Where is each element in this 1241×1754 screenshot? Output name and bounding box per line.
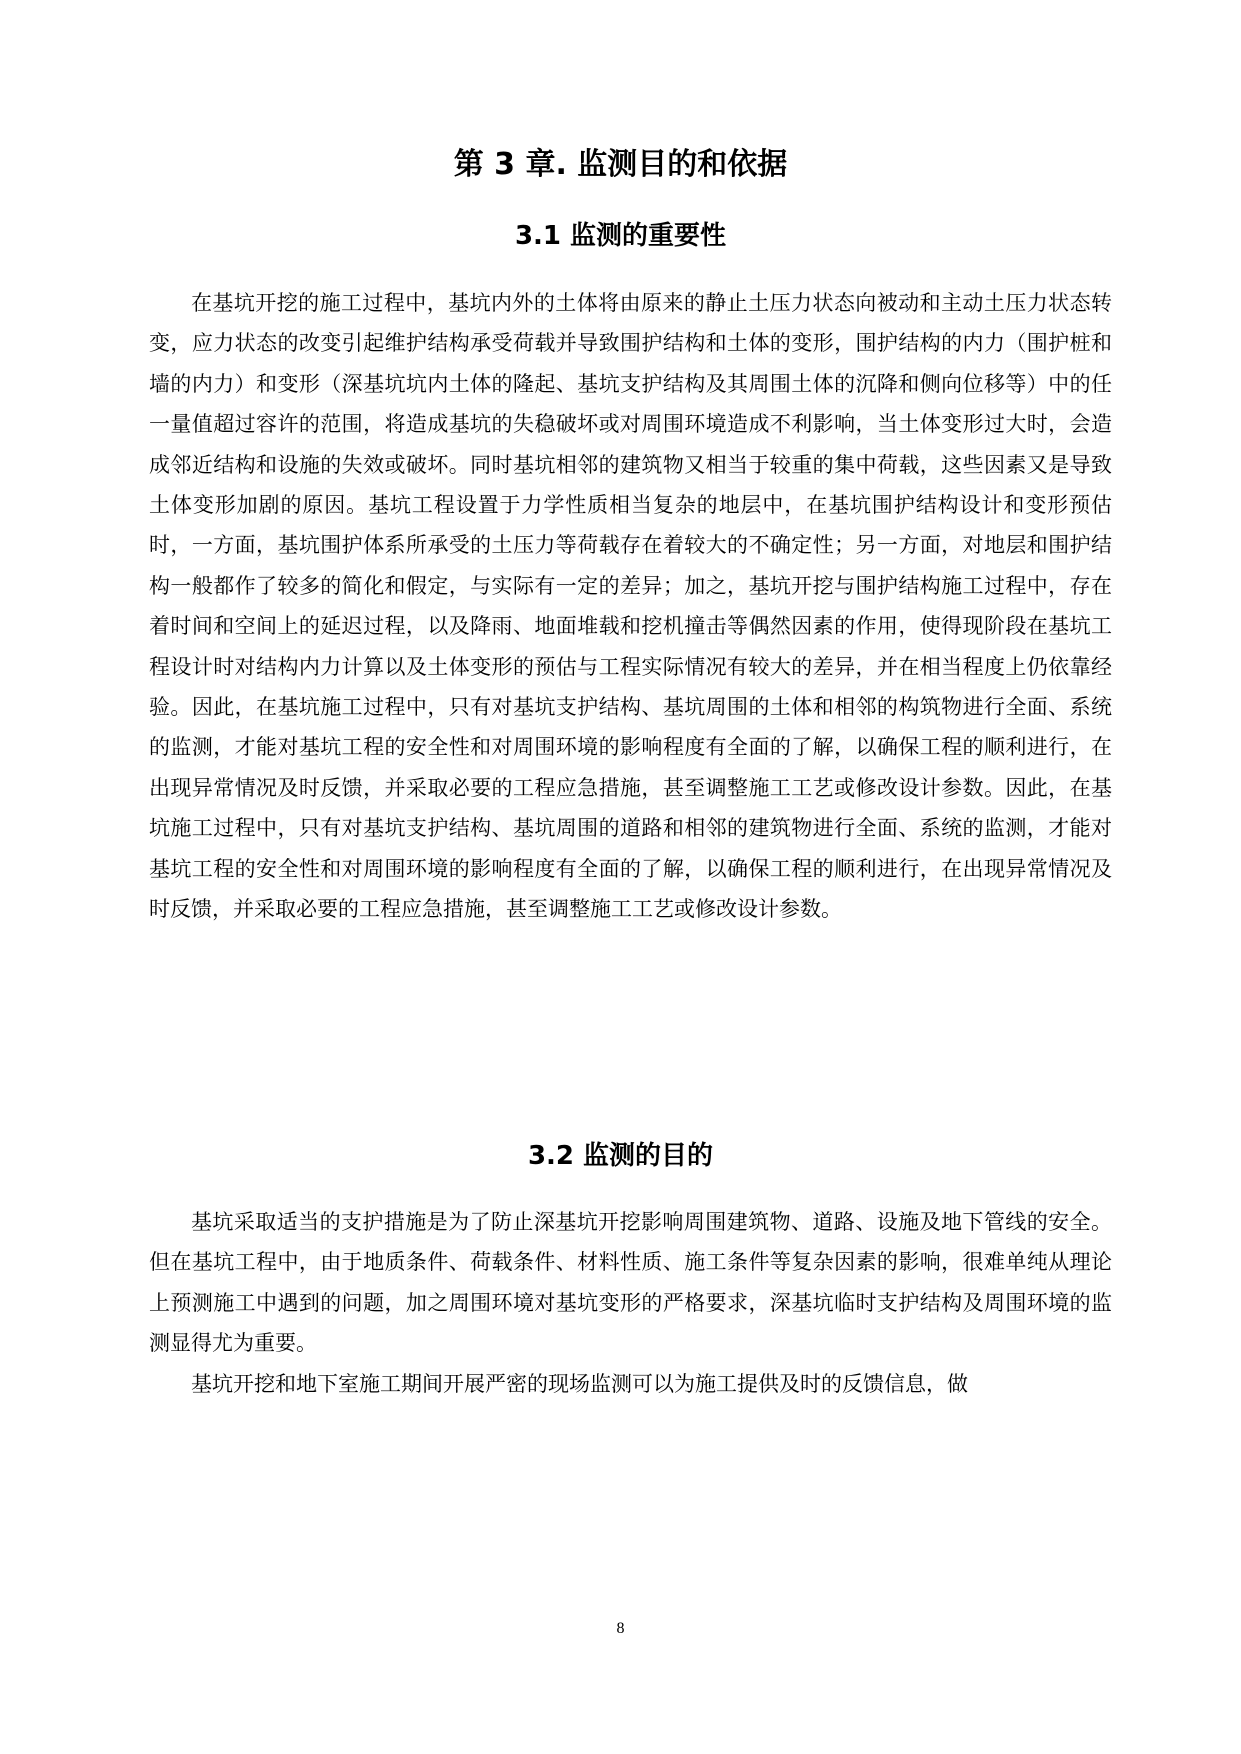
chapter-title: 第 3 章. 监测目的和依据 [453, 147, 788, 182]
section-3-2-body [149, 1202, 1112, 1404]
section-title-3-1: 3.1 监测的重要性 [514, 221, 727, 251]
section-title-3-2: 3.2 监测的目的 [527, 1141, 714, 1171]
section-3-1-body [149, 283, 1112, 930]
page-number: 8 [616, 1620, 625, 1637]
paragraph: 基坑采取适当的支护措施是为了防止深基坑开挖影响周围建筑物、道路、设施及地下管线的安全。但在基坑工程中，由于地质条件、荷载条件、材料性质、施工条件等复杂因素的影响，很难单纯从理论上预测施工中遇到的问题，加之周围环境对基坑变形的严格要求，深基坑临时支护结构及周围环境的监测显得尤为重要。 [149, 1210, 1112, 1356]
paragraph: 基坑开挖和地下室施工期间开展严密的现场监测可以为施工提供及时的反馈信息，做 [191, 1371, 968, 1396]
paragraph: 在基坑开挖的施工过程中，基坑内外的土体将由原来的静止土压力状态向被动和主动土压力状态转变，应力状态的改变引起维护结构承受荷载并导致围护结构和土体的变形，围护结构的内力（围护桩和墙的内力）和变形（深基坑坑内土体的隆起、基坑支护结构及其周围土体的沉降和侧向位移等）中的任一量值超过容许的范围，将造成基坑的失稳破坏或对周围环境造成不利影响，当土体变形过大时，会造成邻近结构和设施的失效或破坏。同时基坑相邻的建筑物又相当于较重的集中荷载，这些因素又是导致土体变形加剧的原因。基坑工程设置于力学性质相当复杂的地层中，在基坑围护结构设计和变形预估时，一方面，基坑围护体系所承受的土压力等荷载存在着较大的不确定性；另一方面，对地层和围护结构一般都作了较多的简化和假定，与实际有一定的差异；加之，基坑开挖与围护结构施工过程中，存在着时间和空间上的延迟过程，以及降雨、地面堆载和挖机撞击等偶然因素的作用，使得现阶段在基坑工程设计时对结构内力计算以及土体变形的预估与工程实际情况有较大的差异，并在相当程度上仍依靠经验。因此，在基坑施工过程中，只有对基坑支护结构、基坑周围的土体和相邻的构筑物进行全面、系统的监测，才能对基坑工程的安全性和对周围环境的影响程度有全面的了解，以确保工程的顺利进行，在出现异常情况及时反馈，并采取必要的工程应急措施，甚至调整施工工艺或修改设计参数。因此，在基坑施工过程中，只有对基坑支护结构、基坑周围的道路和相邻的建筑物进行全面、系统的监测，才能对基坑工程的安全性和对周围环境的影响程度有全面的了解，以确保工程的顺利进行，在出现异常情况及时反馈，并采取必要的工程应急措施，甚至调整施工工艺或修改设计参数。 [149, 291, 1112, 922]
